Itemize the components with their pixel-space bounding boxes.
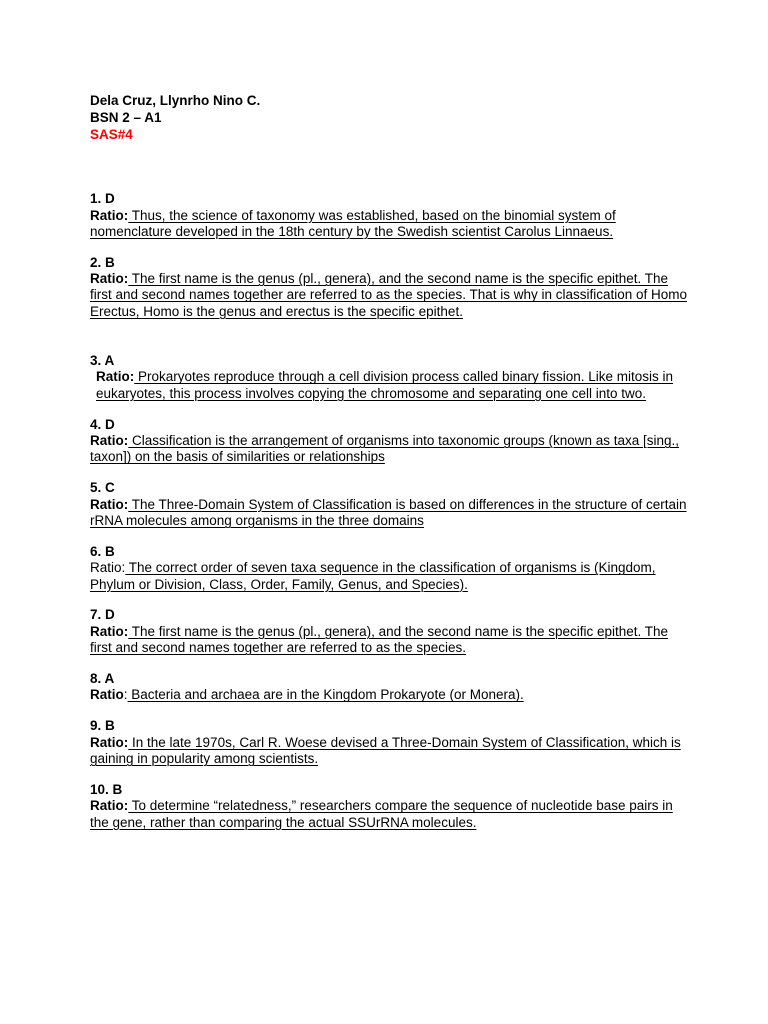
ratio-text: Thus, the science of taxonomy was established, based on the binomial system of nomenclature developed in the 18th century by the Swedish scientist Carolus Linnaeus.: [90, 207, 616, 239]
answer-item-10: [90, 782, 690, 831]
answer-item-2: [90, 255, 690, 320]
answer-rationale: [90, 271, 690, 320]
answer-number: 3. A: [90, 352, 115, 368]
answer-item-9: [90, 718, 690, 767]
document-header: [90, 92, 690, 143]
ratio-text: In the late 1970s, Carl R. Woese devised a Three-Domain System of Classification, which is gaining in popularity among scientists.: [90, 734, 681, 767]
ratio-label: Ratio:: [90, 207, 129, 223]
answer-rationale: [90, 433, 690, 466]
answer-item-7: [90, 607, 690, 656]
answer-rationale: [90, 798, 690, 831]
answer-item-6: [90, 544, 690, 593]
answer-number: 1. D: [90, 191, 115, 206]
answer-item-3: [90, 353, 690, 402]
answer-rationale: [90, 624, 690, 657]
ratio-text: Classification is the arrangement of organisms into taxonomic groups (known as taxa [sing., taxon]) on the basis of similarities or relationships: [90, 433, 680, 465]
student-section: BSN 2 – A1: [90, 110, 162, 125]
ratio-label: Ratio:: [90, 734, 129, 750]
assignment-code: SAS#4: [90, 127, 133, 142]
ratio-text: Prokaryotes reproduce through a cell division process called binary fission. Like mitosis in eukaryotes, this process involves copying the chromosome and separating one cell into two.: [96, 369, 674, 401]
ratio-text: Bacteria and archaea are in the Kingdom Prokaryote (or Monera).: [127, 687, 524, 703]
answer-item-1: [90, 191, 690, 240]
ratio-text: The first name is the genus (pl., genera), and the second name is the specific epithet. The first and second names together are referred to as the species. That is why in classification of Homo Erectus, Homo is the genus and erectus is the specific epithet.: [90, 271, 688, 319]
answer-number: 9. B: [90, 718, 115, 734]
ratio-label: Ratio:: [90, 433, 129, 449]
answer-rationale: [90, 687, 690, 703]
answer-rationale: [90, 735, 690, 768]
answer-number: 8. A: [90, 670, 115, 686]
document-page: [90, 92, 690, 845]
ratio-label: Ratio:: [90, 271, 129, 287]
ratio-label-colon: :: [123, 687, 128, 703]
ratio-text: The correct order of seven taxa sequence in the classification of organisms is (Kingdom, Phylum or Division, Class, Order, Family, Genus, and Species).: [90, 560, 656, 592]
ratio-label: Ratio:: [90, 623, 129, 639]
answer-item-4: [90, 417, 690, 466]
ratio-label: Ratio: [90, 687, 124, 703]
answer-number: 6. B: [90, 543, 115, 559]
answer-number: 10. B: [90, 781, 123, 797]
student-name: Dela Cruz, Llynrho Nino C.: [90, 93, 261, 108]
answer-rationale: [90, 560, 690, 593]
ratio-label: Ratio:: [90, 560, 126, 576]
answer-number: 2. B: [90, 254, 115, 270]
ratio-label: Ratio:: [90, 798, 129, 814]
answer-number: 7. D: [90, 607, 115, 623]
ratio-text: The Three-Domain System of Classification is based on differences in the structure of certain rRNA molecules among organisms in the three domains: [90, 496, 687, 528]
ratio-label: Ratio:: [96, 369, 135, 385]
ratio-text: The first name is the genus (pl., genera), and the second name is the specific epithet. The first and second names together are referred to as the species.: [90, 623, 669, 656]
ratio-text: To determine “relatedness,” researchers compare the sequence of nucleotide base pairs in the gene, rather than comparing the actual SSUrRNA molecules.: [90, 798, 673, 830]
answer-rationale: [90, 497, 690, 530]
answer-rationale: [90, 208, 690, 241]
answer-list: [90, 191, 690, 831]
ratio-label: Ratio:: [90, 496, 129, 512]
answer-number: 4. D: [90, 416, 115, 432]
answer-item-5: [90, 480, 690, 529]
answer-item-8: [90, 671, 690, 704]
answer-number: 5. C: [90, 480, 115, 496]
answer-rationale: [90, 369, 690, 402]
